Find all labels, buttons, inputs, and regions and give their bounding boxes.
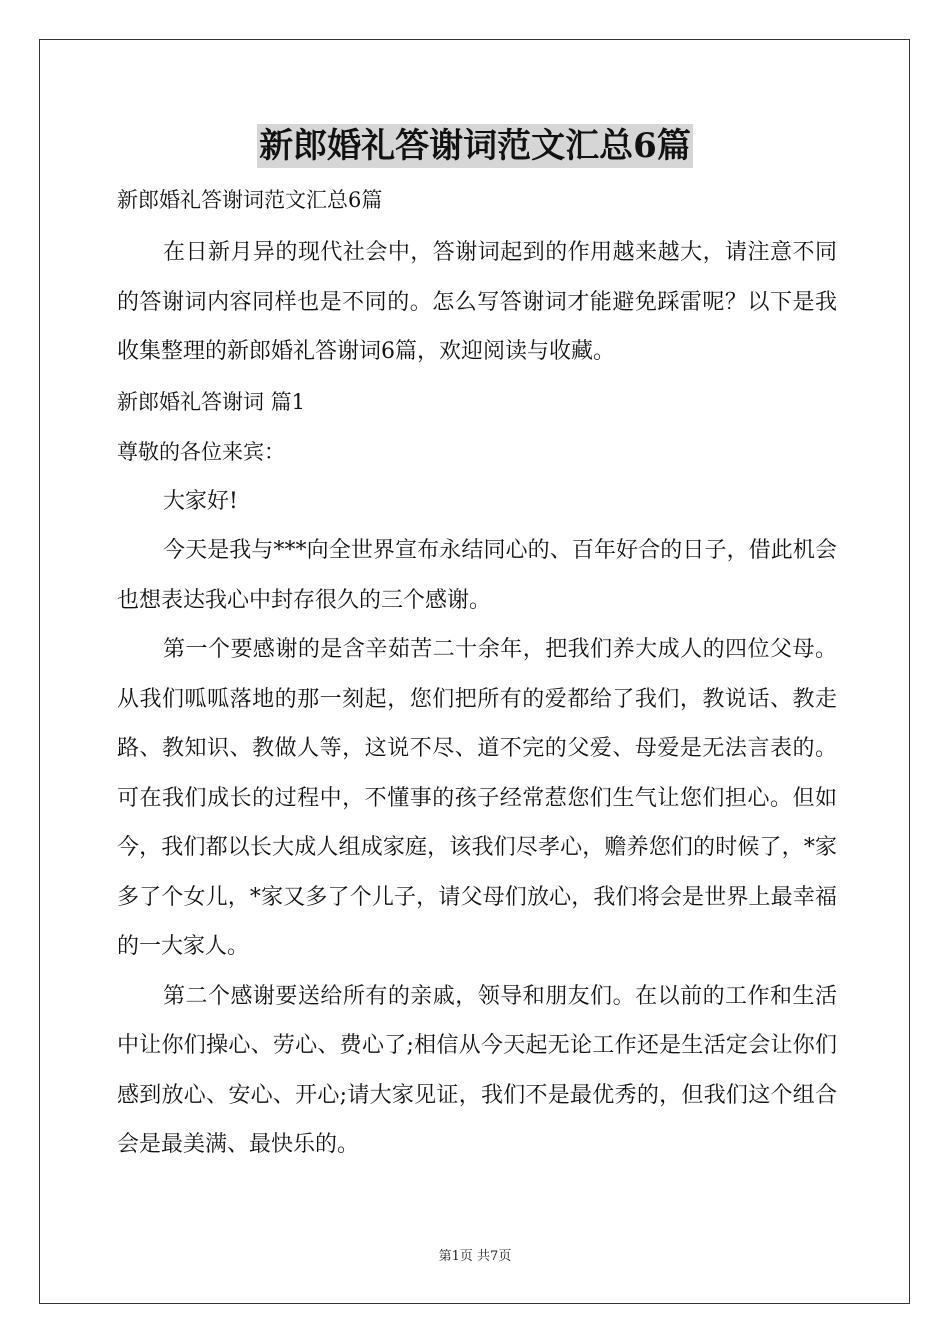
document-subtitle: 新郎婚礼答谢词范文汇总6篇 [117,188,383,212]
document-title: 新郎婚礼答谢词范文汇总6篇 [259,126,691,166]
document-body [117,180,837,1170]
greeting: 大家好! [163,488,238,514]
section-heading: 新郎婚礼答谢词 篇1 [117,389,306,414]
page-footer: 第1页 共7页 [438,1249,512,1264]
body-paragraph: 第一个要感谢的是含辛茹苦二十余年，把我们养大成人的四位父母。从我们呱呱落地的那一刻起，您们把所有的爱都给了我们，教说话、教走路、教知识、教做人等，这说不尽、道不完的父爱、母爱是无法言表的。可在我们成长的过程中，不懂事的孩子经常惹您们生气让您们担心。但如今，我们都以长大成人组成家庭，该我们尽孝心，赡养您们的时候了，*家多了个女儿，*家又多了个儿子，请父母们放心，我们将会是世界上最幸福的一大家人。 [117,637,837,959]
document-title-wrap [0,124,950,168]
salutation: 尊敬的各位来宾： [117,439,285,464]
body-paragraph: 今天是我与***向全世界宣布永结同心的、百年好合的日子，借此机会也想表达我心中封存很久的三个感谢。 [117,538,837,613]
body-paragraph: 第二个感谢要送给所有的亲戚，领导和朋友们。在以前的工作和生活中让你们操心、劳心、费心了;相信从今天起无论工作还是生活定会让你们感到放心、安心、开心;请大家见证，我们不是最优秀的，但我们这个组合会是最美满、最快乐的。 [117,983,837,1157]
intro-paragraph: 在日新月异的现代社会中，答谢词起到的作用越来越大，请注意不同的答谢词内容同样也是不同的。怎么写答谢词才能避免踩雷呢？以下是我收集整理的新郎婚礼答谢词6篇，欢迎阅读与收藏。 [117,240,837,364]
